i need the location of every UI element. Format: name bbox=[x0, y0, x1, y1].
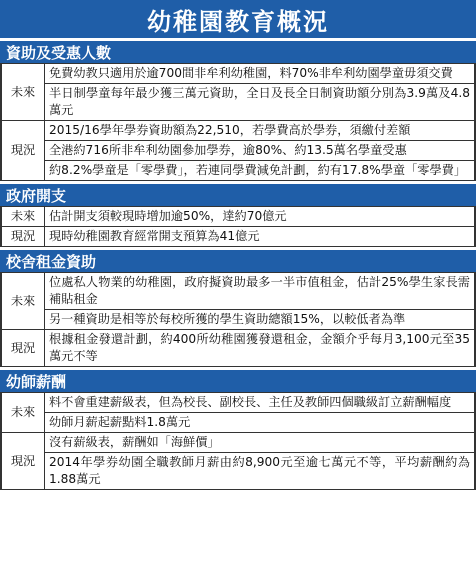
row-label-future: 未來 bbox=[2, 207, 45, 227]
table-cell: 2015/16學年學券資助額為22,510，若學費高於學券，須繳付差額 bbox=[45, 121, 475, 141]
section-header-subsidy: 資助及受惠人數 bbox=[0, 41, 476, 63]
table-row bbox=[2, 433, 475, 453]
row-label-future: 未來 bbox=[2, 64, 45, 121]
table-cell: 另一種資助是相等於每校所獲的學生資助總額15%，以較低者為準 bbox=[45, 310, 475, 330]
table-cell: 估計開支須較現時增加逾50%，達約70億元 bbox=[45, 207, 475, 227]
salary-table bbox=[1, 392, 475, 490]
table-row bbox=[2, 207, 475, 227]
subsidy-table bbox=[1, 63, 475, 181]
table-cell: 幼師月薪起薪點料1.8萬元 bbox=[45, 413, 475, 433]
table-row bbox=[2, 121, 475, 141]
table-row bbox=[2, 453, 475, 490]
table-row bbox=[2, 161, 475, 181]
table-cell: 料不會重建薪級表，但為校長、副校長、主任及教師四個職級訂立薪酬幅度 bbox=[45, 393, 475, 413]
section-rent bbox=[0, 272, 476, 367]
section-subsidy bbox=[0, 63, 476, 181]
table-cell: 根據租金發還計劃，約400所幼稚園獲發還租金，金額介乎每月3,100元至35萬元不等 bbox=[45, 330, 475, 367]
table-cell: 現時幼稚園教育經常開支預算為41億元 bbox=[45, 227, 475, 247]
row-label-current: 現況 bbox=[2, 433, 45, 490]
section-spending bbox=[0, 206, 476, 247]
row-label-future: 未來 bbox=[2, 393, 45, 433]
table-cell: 約8.2%學童是「零學費」，若連同學費減免計劃，約有17.8%學童「零學費」 bbox=[45, 161, 475, 181]
table-cell: 半日制學童每年最少獲三萬元資助，全日及長全日制資助額分別為3.9萬及4.8萬元 bbox=[45, 84, 475, 121]
table-row bbox=[2, 84, 475, 121]
section-header-spending: 政府開支 bbox=[0, 184, 476, 206]
table-cell: 免費幼教只適用於逾700間非牟利幼稚園，料70%非牟利幼園學童毋須交費 bbox=[45, 64, 475, 84]
table-row bbox=[2, 393, 475, 413]
table-cell: 全港約716所非牟利幼園參加學券，逾80%、約13.5萬名學童受惠 bbox=[45, 141, 475, 161]
table-cell: 沒有薪級表，薪酬如「海鮮價」 bbox=[45, 433, 475, 453]
row-label-current: 現況 bbox=[2, 330, 45, 367]
row-label-current: 現況 bbox=[2, 227, 45, 247]
table-row bbox=[2, 310, 475, 330]
section-salary bbox=[0, 392, 476, 490]
spending-table bbox=[1, 206, 475, 247]
table-row bbox=[2, 227, 475, 247]
rent-table bbox=[1, 272, 475, 367]
section-header-salary: 幼師薪酬 bbox=[0, 370, 476, 392]
table-row bbox=[2, 413, 475, 433]
section-header-rent: 校舍租金資助 bbox=[0, 250, 476, 272]
table-cell: 2014年學券幼園全職教師月薪由約8,900元至逾七萬元不等，平均薪酬約為1.88萬元 bbox=[45, 453, 475, 490]
page-title: 幼稚園教育概況 bbox=[0, 0, 476, 38]
table-row bbox=[2, 273, 475, 310]
row-label-current: 現況 bbox=[2, 121, 45, 181]
table-row bbox=[2, 330, 475, 367]
table-cell: 位處私人物業的幼稚園，政府擬資助最多一半市值租金，估計25%學生家長需補貼租金 bbox=[45, 273, 475, 310]
table-row bbox=[2, 64, 475, 84]
row-label-future: 未來 bbox=[2, 273, 45, 330]
table-row bbox=[2, 141, 475, 161]
